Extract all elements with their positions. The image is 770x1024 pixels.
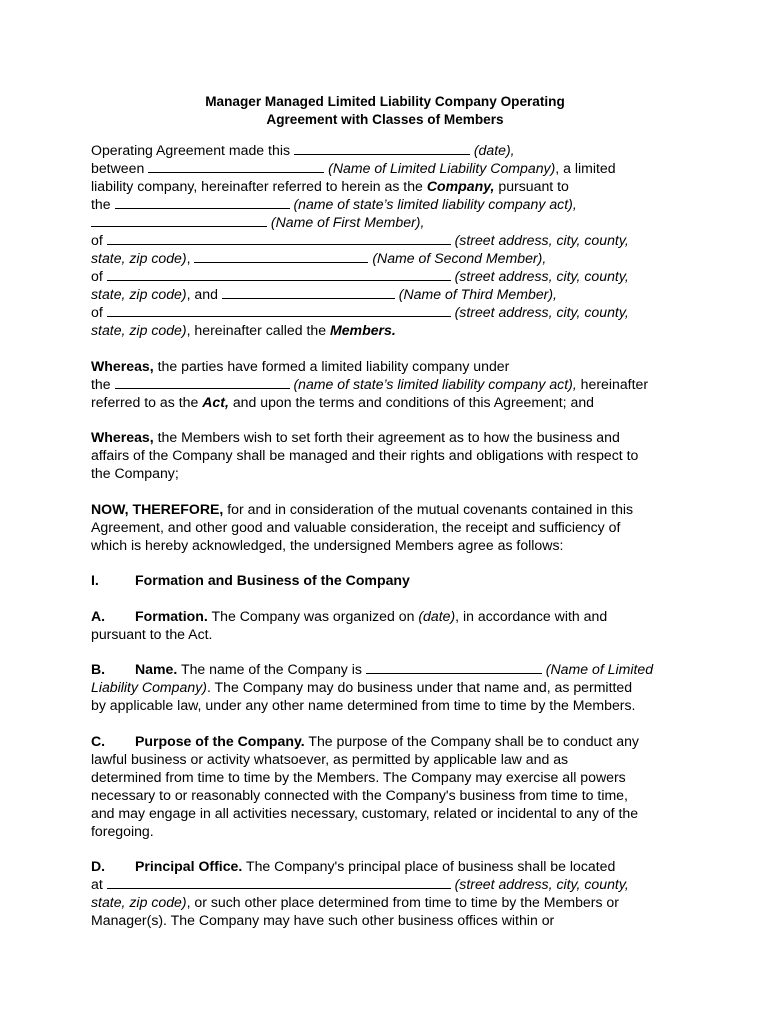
date-blank	[294, 141, 470, 155]
clause-d-principal-office: D. Principal Office. The Company's principal place of business shall be located at (street address, city, county, state, zip code), or such other place determined from time to time by the Members or Manager(s). The Company may have such other business offices within or	[91, 858, 629, 928]
document-title	[0, 93, 770, 129]
document-body	[91, 141, 691, 947]
principal-office-address-blank	[107, 875, 451, 889]
clause-c-purpose: C. Purpose of the Company. The purpose of the Company shall be to conduct any lawful business or activity whatsoever, as permitted by applicable law and as determined from time to time by the Members. The Company may exercise all powers necessary to or reasonably connected with the Company's business from time to time, and may engage in all activities necessary, customary, related or incidental to any of the foregoing.	[91, 732, 639, 839]
second-member-blank	[194, 249, 368, 263]
whereas-paragraph-1: Whereas, the parties have formed a limited liability company under the (name of state’s limited liability company act), hereinafter referred to as the Act, and upon the terms and conditions of this Agreement; and	[91, 357, 649, 410]
second-member-address-blank	[107, 267, 451, 281]
state-act-blank	[115, 195, 290, 209]
company-name-blank	[148, 159, 324, 173]
now-therefore-paragraph: NOW, THEREFORE, for and in consideration of the mutual covenants contained in this Agreement, and other good and valuable consideration, the receipt and sufficiency of which is hereby acknowledged, the undersigned Members agree as follows:	[91, 500, 634, 553]
whereas-paragraph-2: Whereas, the Members wish to set forth their agreement as to how the business and affairs of the Company shall be managed and their rights and obligations with respect to the Company;	[91, 429, 639, 481]
title-line-2: Agreement with Classes of Members	[266, 112, 504, 127]
company-name-blank-2	[366, 660, 542, 674]
first-member-blank	[91, 213, 267, 227]
first-member-address-blank	[107, 231, 451, 245]
third-member-address-blank	[107, 303, 451, 317]
section-1-heading: I. Formation and Business of the Company	[91, 572, 410, 588]
preamble-paragraph: Operating Agreement made this (date), between (Name of Limited Liability Company), a limited liability company, hereinafter referred to herein as the Company, pursuant to the (name of state’s limited liability company act), (Name of First Member), of (street address, city, county, state, zip code), (Name of Second Member), of (street address, city, county, state, zip code), and (Name of Third Member), of (street address, city, county, state, zip code), hereinafter called the Members.	[91, 142, 629, 338]
clause-b-name: B. Name. The name of the Company is (Name of Limited Liability Company). The Company may do business under that name and, as permitted by applicable law, under any other name determined from time to time by the Members.	[91, 661, 654, 713]
clause-a-formation: A. Formation. The Company was organized on (date), in accordance with and pursuant to the Act.	[91, 607, 608, 642]
state-act-blank-2	[115, 375, 290, 389]
third-member-blank	[222, 285, 395, 299]
title-line-1: Manager Managed Limited Liability Company Operating	[205, 94, 565, 109]
